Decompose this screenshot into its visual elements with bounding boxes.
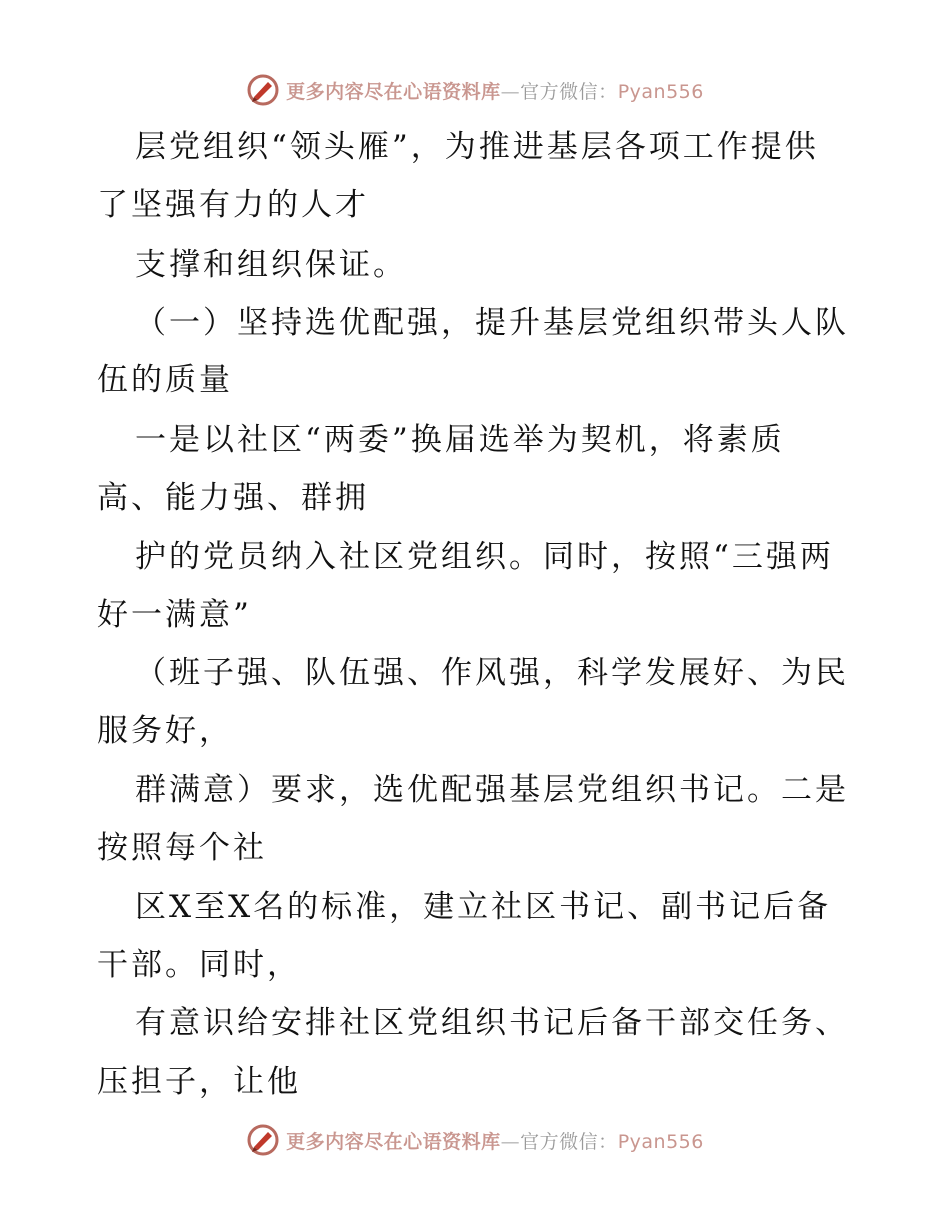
watermark-wechat-id: Pyan556 — [617, 80, 704, 103]
text-line: 按照每个社 — [97, 830, 267, 866]
text-line: 服务好， — [97, 713, 233, 749]
text-line: 干部。同时， — [97, 947, 301, 983]
watermark-brand: 更多内容尽在心语资料库 — [286, 80, 501, 103]
pen-logo-icon — [246, 1123, 280, 1157]
text-line: 层党组织“领头雁”，为推进基层各项工作提供 — [135, 129, 819, 165]
footer-watermark — [0, 1120, 950, 1160]
watermark-wechat-label: 官方微信： — [520, 1130, 618, 1153]
text-line: （班子强、队伍强、作风强，科学发展好、为民 — [135, 655, 849, 691]
text-line: 一是以社区“两委”换届选举为契机，将素质 — [135, 422, 785, 458]
watermark-separator: — — [500, 1130, 521, 1153]
text-line: 伍的质量 — [97, 362, 233, 398]
watermark-wechat-id: Pyan556 — [617, 1130, 704, 1153]
pen-logo-icon — [246, 73, 280, 107]
text-line: 有意识给安排社区党组织书记后备干部交任务、 — [135, 1005, 849, 1041]
text-line: 了坚强有力的人才 — [97, 187, 369, 223]
text-line: 群满意）要求，选优配强基层党组织书记。二是 — [135, 772, 849, 808]
text-line: 支撑和组织保证。 — [135, 247, 407, 283]
text-line: 好一满意” — [97, 597, 252, 633]
header-watermark — [0, 70, 950, 110]
text-line: 压担子，让他 — [97, 1064, 301, 1100]
section-heading: （一）坚持选优配强，提升基层党组织带头人队 — [135, 305, 849, 341]
watermark-text — [286, 77, 704, 104]
watermark-brand: 更多内容尽在心语资料库 — [286, 1130, 501, 1153]
text-line: 区X至X名的标准，建立社区书记、副书记后备 — [135, 889, 832, 925]
text-line: 高、能力强、群拥 — [97, 480, 369, 516]
watermark-wechat-label: 官方微信： — [520, 80, 618, 103]
watermark-separator: — — [500, 80, 521, 103]
watermark-text — [286, 1127, 704, 1154]
text-line: 护的党员纳入社区党组织。同时，按照“三强两 — [135, 539, 834, 575]
